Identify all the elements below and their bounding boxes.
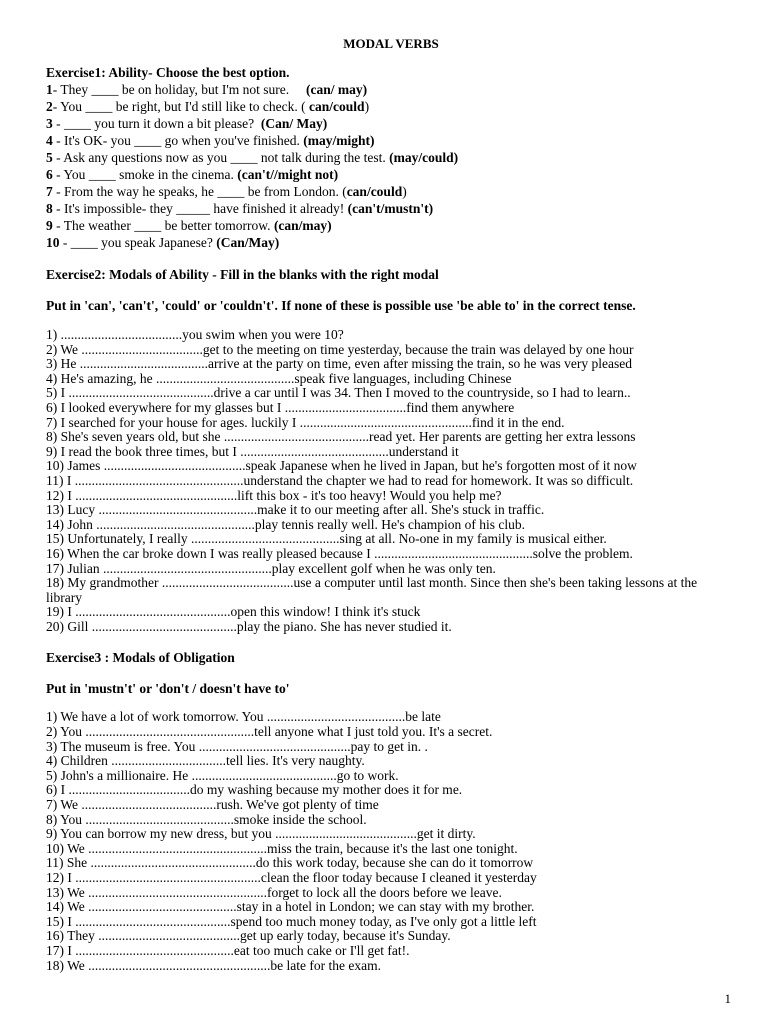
worksheet-page xyxy=(46,34,736,973)
exercise1-item-options: (can't/mustn't) xyxy=(347,201,434,216)
exercise3-item: 12) I .......................................................clean the floor today because I cleaned it yesterday xyxy=(46,870,537,885)
exercise1-item-options: (may/could) xyxy=(389,150,459,165)
exercise2-item: 19) I ..............................................open this window! I think it's stuck xyxy=(46,604,421,620)
exercise1-item-text: - You ____ be right, but I'd still like to check. ( xyxy=(52,99,310,114)
exercise1-list xyxy=(46,81,736,251)
exercise3-item: 8) You ............................................smoke inside the school. xyxy=(46,811,367,827)
exercise2-item: 5) I ...........................................drive a car until I was 34. Then I moved to the countryside, so I had to learn.. xyxy=(46,385,631,401)
exercise2-item: 2) We ....................................get to the meeting on time yesterday, because the train was delayed by one hour xyxy=(46,341,634,357)
exercise2-item: 17) Julian ..................................................play excellent golf when he was only ten. xyxy=(46,560,496,576)
exercise2-item: 12) I ................................................lift this box - it's too heavy! Would you help me? xyxy=(46,487,502,503)
exercise1-item xyxy=(46,234,736,251)
exercise2-item: 15) Unfortunately, I really ............................................sing at all. No-one in my family is musical either. xyxy=(46,531,607,547)
exercise3-item: 18) We ......................................................be late for the exam. xyxy=(46,957,381,973)
exercise1-item xyxy=(46,149,736,166)
exercise1-item-options: (may/might) xyxy=(303,133,375,148)
exercise1-item-close: ) xyxy=(402,184,407,199)
exercise3-list xyxy=(46,710,736,973)
exercise1-item-text: - From the way he speaks, he ____ be from London. ( xyxy=(52,184,347,199)
exercise3-item: 5) John's a millionaire. He ...........................................go to work. xyxy=(46,767,399,783)
exercise3-item: 17) I ...............................................eat too much cake or I'll get fat!. xyxy=(46,942,410,958)
exercise2-item: 9) I read the book three times, but I ............................................understand it xyxy=(46,443,459,459)
exercise1-item-number: 10 xyxy=(46,235,60,250)
exercise3-item: 2) You ..................................................tell anyone what I just told you. It's a secret. xyxy=(46,724,493,740)
exercise1-item-options: (can't//might not) xyxy=(237,167,339,182)
exercise1-item-text: - It's OK- you ____ go when you've finished. xyxy=(52,133,304,148)
exercise3-item: 9) You can borrow my new dress, but you ..........................................get it dirty. xyxy=(46,826,476,842)
exercise1-item xyxy=(46,98,736,115)
exercise1-item xyxy=(46,200,736,217)
exercise3-item: 3) The museum is free. You .............................................pay to get in. . xyxy=(46,738,428,754)
exercise2-item: 20) Gill ...........................................play the piano. She has never studied it. xyxy=(46,618,452,634)
exercise1-item-number: 5 xyxy=(46,150,53,165)
exercise1-item-number: 3 xyxy=(46,116,53,131)
exercise2-item: 16) When the car broke down I was really pleased because I ...............................................solve the problem. xyxy=(46,545,633,561)
exercise3-item: 10) We .....................................................miss the train, because it's the last one tonight. xyxy=(46,840,518,856)
exercise1-item xyxy=(46,132,736,149)
exercise1-heading: Exercise1: Ability- Choose the best option. xyxy=(46,65,290,80)
exercise2-list xyxy=(46,328,736,634)
exercise1-item xyxy=(46,81,736,98)
exercise1-item-options: can/could xyxy=(309,99,365,114)
exercise1-item-options: (can/ may) xyxy=(306,82,368,97)
exercise1-item-options: (Can/May) xyxy=(216,235,280,250)
exercise3-item: 6) I ....................................do my washing because my mother does it for me. xyxy=(46,782,463,798)
exercise2-item: 6) I looked everywhere for my glasses but I ....................................find them anywhere xyxy=(46,399,515,415)
exercise2-item: 4) He's amazing, he .........................................speak five languages, including Chinese xyxy=(46,370,512,386)
exercise2-instruction: Put in 'can', 'can't', 'could' or 'couldn't'. If none of these is possible use 'be able to' in the correct tense. xyxy=(46,298,636,313)
exercise3-heading: Exercise3 : Modals of Obligation xyxy=(46,650,235,666)
exercise3-item: 13) We .....................................................forget to lock all the doors before we leave. xyxy=(46,884,502,900)
exercise1-item xyxy=(46,217,736,234)
exercise3-item: 4) Children ..................................tell lies. It's very naughty. xyxy=(46,753,365,769)
exercise3-item: 14) We ............................................stay in a hotel in London; we can stay with my brother. xyxy=(46,899,535,915)
exercise1-item-text: - ____ you speak Japanese? xyxy=(59,235,217,250)
exercise1-item-number: 6 xyxy=(46,167,53,182)
exercise1-item-number: 1 xyxy=(46,82,53,97)
exercise1-item-number: 8 xyxy=(46,201,53,216)
exercise2-item: 7) I searched for your house for ages. luckily I ...................................................find it in the end. xyxy=(46,414,565,430)
exercise1-item xyxy=(46,115,736,132)
exercise2-item: 11) I ..................................................understand the chapter we had to read for homework. It was so difficult. xyxy=(46,472,634,488)
exercise2-item: 10) James ..........................................speak Japanese when he lived in Japan, but he's forgotten most of it now xyxy=(46,458,637,474)
exercise1-item-close: ) xyxy=(364,99,370,114)
page-title: MODAL VERBS xyxy=(343,36,439,51)
exercise1-item xyxy=(46,166,736,183)
exercise2-item: 8) She's seven years old, but she ...........................................read yet. Her parents are getting her extra lessons xyxy=(46,429,636,445)
exercise1-item-options: (can/may) xyxy=(273,218,332,233)
exercise2-heading: Exercise2: Modals of Ability - Fill in the blanks with the right modal xyxy=(46,267,439,282)
exercise1-item-options: (Can/ May) xyxy=(260,116,328,131)
exercise1-item-text: - The weather ____ be better tomorrow. xyxy=(52,218,274,233)
exercise1-item xyxy=(46,183,736,200)
exercise2-item: 14) John ...............................................play tennis really well. He's champion of his club. xyxy=(46,516,525,532)
exercise2-item: 1) ....................................you swim when you were 10? xyxy=(46,327,344,342)
exercise3-item: 7) We ........................................rush. We've got plenty of time xyxy=(46,797,379,813)
exercise1-item-number: 4 xyxy=(46,133,53,148)
exercise1-item-number: 2 xyxy=(46,99,53,114)
exercise1-item-options: can/could xyxy=(346,184,403,199)
exercise1-item-text: - They ____ be on holiday, but I'm not sure. xyxy=(52,82,307,97)
exercise2-item: 13) Lucy ...............................................make it to our meeting after all. She's stuck in traffic. xyxy=(46,502,545,518)
exercise2-item: 3) He ......................................arrive at the party on time, even after missing the train, so he was very pleased xyxy=(46,356,632,372)
exercise1-item-number: 7 xyxy=(46,184,53,199)
exercise1-item-text: - You ____ smoke in the cinema. xyxy=(52,167,238,182)
exercise3-instruction: Put in 'mustn't' or 'don't / doesn't have to' xyxy=(46,681,290,697)
exercise3-item: 11) She .................................................do this work today, because she can do it tomorrow xyxy=(46,855,534,871)
page-number: 1 xyxy=(724,991,731,1006)
exercise3-item: 16) They ..........................................get up early today, because it's Sunday. xyxy=(46,928,451,944)
exercise1-item-number: 9 xyxy=(46,218,53,233)
exercise1-item-text: - ____ you turn it down a bit please? xyxy=(52,116,261,131)
exercise1-item-text: - Ask any questions now as you ____ not talk during the test. xyxy=(52,150,390,165)
exercise3-item: 15) I ..............................................spend too much money today, as I've only got a little left xyxy=(46,913,537,929)
exercise2-item: 18) My grandmother .......................................use a computer until last month. Since then she's been taking lessons at the library xyxy=(46,575,698,605)
exercise3-item: 1) We have a lot of work tomorrow. You .........................................be late xyxy=(46,709,441,725)
exercise1-item-text: - It's impossible- they _____ have finished it already! xyxy=(52,201,348,216)
